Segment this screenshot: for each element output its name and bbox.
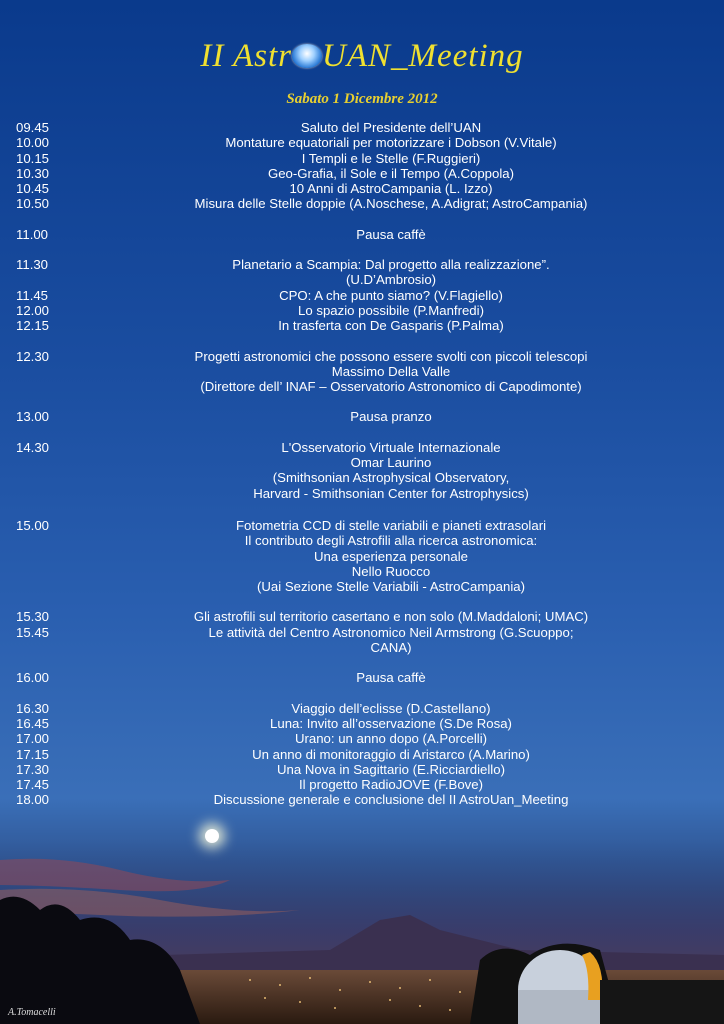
schedule-description: Geo-Grafia, il Sole e il Tempo (A.Coppola) — [267, 165, 515, 181]
night-landscape — [0, 840, 724, 1024]
schedule-row — [0, 120, 724, 135]
schedule-row — [0, 609, 724, 624]
schedule-description: (U.D’Ambrosio) — [345, 272, 437, 288]
schedule-row — [0, 470, 724, 485]
schedule-row — [0, 549, 724, 564]
schedule-description: Il contributo degli Astrofili alla ricerca astronomica: — [244, 533, 538, 549]
schedule-description: Progetti astronomici che possono essere svolti con piccoli telescopi — [194, 348, 588, 364]
schedule-description: Harvard - Smithsonian Center for Astrophysics) — [253, 485, 529, 501]
poster-title — [0, 38, 724, 75]
schedule-row — [0, 196, 724, 211]
schedule-row — [0, 518, 724, 533]
schedule-row — [0, 701, 724, 716]
schedule-time: 10.15 — [16, 150, 50, 166]
schedule-time: 12.00 — [16, 302, 50, 318]
schedule-description: Massimo Della Valle — [331, 363, 451, 379]
schedule-description: Una Nova in Sagittario (E.Ricciardiello) — [277, 761, 505, 777]
schedule-description: Le attività del Centro Astronomico Neil Armstrong (G.Scuoppo; — [208, 624, 574, 640]
schedule-description: (Uai Sezione Stelle Variabili - AstroCampania) — [256, 579, 526, 595]
schedule-row — [0, 151, 724, 166]
schedule-time: 17.00 — [16, 731, 50, 747]
schedule-row — [0, 486, 724, 501]
schedule-description: Un anno di monitoraggio di Aristarco (A.Marino) — [252, 746, 530, 762]
schedule-row — [0, 288, 724, 303]
title-part2: UAN_Meeting — [322, 38, 524, 74]
schedule-description: (Smithsonian Astrophysical Observatory, — [272, 470, 510, 486]
schedule-description: Saluto del Presidente dell’UAN — [300, 120, 482, 135]
schedule-row — [0, 716, 724, 731]
schedule-description: (Direttore dell’ INAF – Osservatorio Astronomico di Capodimonte) — [200, 379, 582, 395]
schedule-description: Nello Ruocco — [351, 563, 431, 579]
schedule-row — [0, 731, 724, 746]
schedule-time: 15.00 — [16, 517, 50, 533]
schedule-description: CANA) — [370, 640, 412, 656]
schedule-description: Discussione generale e conclusione del II AstroUan_Meeting — [213, 792, 569, 808]
schedule-description: Il progetto RadioJOVE (F.Bove) — [299, 777, 483, 793]
schedule-row — [0, 792, 724, 807]
schedule-row — [0, 166, 724, 181]
schedule-time: 10.30 — [16, 165, 50, 181]
schedule-row — [0, 533, 724, 548]
schedule-row — [0, 747, 724, 762]
schedule-description: Una esperienza personale — [314, 548, 468, 564]
schedule-time: 16.45 — [16, 715, 50, 731]
schedule-time: 10.50 — [16, 196, 50, 212]
schedule-time: 17.15 — [16, 746, 50, 762]
schedule-description: Lo spazio possibile (P.Manfredi) — [298, 302, 484, 318]
schedule-time: 11.45 — [16, 287, 49, 303]
schedule-description: L'Osservatorio Virtuale Internazionale — [281, 439, 501, 455]
schedule-time: 11.30 — [16, 257, 49, 273]
schedule-row — [0, 670, 724, 685]
schedule-row — [0, 181, 724, 196]
schedule-row — [0, 135, 724, 150]
schedule-time: 13.00 — [16, 409, 50, 425]
schedule-row — [0, 455, 724, 470]
schedule-description: Urano: un anno dopo (A.Porcelli) — [294, 731, 488, 747]
uan-logo-icon — [292, 44, 322, 68]
schedule-time: 10.00 — [16, 135, 50, 151]
schedule-description: Gli astrofili sul territorio casertano e non solo (M.Maddaloni; UMAC) — [193, 609, 589, 625]
schedule-row — [0, 364, 724, 379]
schedule-time: 14.30 — [16, 439, 50, 455]
title-part1: II Astr — [200, 38, 293, 74]
schedule-row — [0, 272, 724, 287]
schedule-row — [0, 379, 724, 394]
schedule-description: Viaggio dell’eclisse (D.Castellano) — [291, 700, 491, 716]
schedule-time: 11.00 — [16, 226, 49, 242]
event-date: Sabato 1 Dicembre 2012 — [286, 91, 438, 107]
schedule-row — [0, 777, 724, 792]
schedule-time: 12.30 — [16, 348, 50, 364]
schedule-row — [0, 257, 724, 272]
schedule-time: 18.00 — [16, 792, 50, 808]
schedule-row — [0, 640, 724, 655]
photo-credit: A.Tomacelli — [8, 1007, 56, 1018]
schedule-row — [0, 762, 724, 777]
schedule-description: 10 Anni di AstroCampania (L. Izzo) — [289, 181, 493, 197]
schedule-row — [0, 440, 724, 455]
schedule-row — [0, 564, 724, 579]
schedule-list — [0, 120, 724, 808]
schedule-time: 16.30 — [16, 700, 50, 716]
schedule-time: 17.30 — [16, 761, 50, 777]
schedule-row — [0, 318, 724, 333]
schedule-time: 15.45 — [16, 624, 50, 640]
schedule-description: Misura delle Stelle doppie (A.Noschese, A.Adigrat; AstroCampania) — [194, 196, 588, 212]
schedule-time: 10.45 — [16, 181, 50, 197]
schedule-description: I Templi e le Stelle (F.Ruggieri) — [301, 150, 481, 166]
schedule-description: CPO: A che punto siamo? (V.Flagiello) — [279, 287, 503, 303]
schedule-description: Pausa pranzo — [350, 409, 432, 425]
schedule-description: Pausa caffè — [356, 226, 426, 242]
schedule-row — [0, 625, 724, 640]
schedule-time: 12.15 — [16, 318, 50, 334]
schedule-row — [0, 409, 724, 424]
schedule-description: Montature equatoriali per motorizzare i Dobson (V.Vitale) — [225, 135, 557, 151]
schedule-description: Omar Laurino — [350, 455, 432, 471]
schedule-description: Luna: Invito all’osservazione (S.De Rosa) — [270, 715, 512, 731]
schedule-time: 09.45 — [16, 120, 50, 135]
schedule-row — [0, 227, 724, 242]
schedule-description: Planetario a Scampia: Dal progetto alla realizzazione”. — [232, 257, 550, 273]
schedule-description: Fotometria CCD di stelle variabili e pianeti extrasolari — [235, 517, 547, 533]
schedule-description: In trasferta con De Gasparis (P.Palma) — [278, 318, 504, 334]
schedule-time: 17.45 — [16, 777, 50, 793]
schedule-row — [0, 349, 724, 364]
schedule-row — [0, 303, 724, 318]
schedule-description: Pausa caffè — [356, 670, 426, 686]
schedule-time: 15.30 — [16, 609, 50, 625]
schedule-row — [0, 579, 724, 594]
schedule-time: 16.00 — [16, 670, 50, 686]
